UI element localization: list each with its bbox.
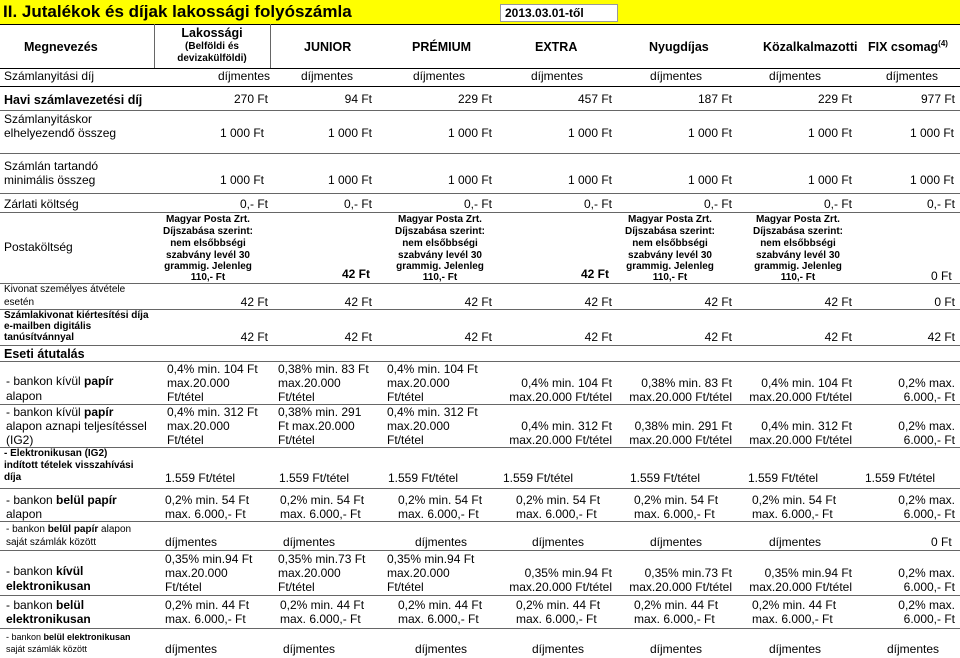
row-divider [0,193,960,194]
cell: díjmentes [283,535,336,549]
cell: 0,- Ft [926,197,955,211]
cell: 1.559 Ft/tétel [630,471,701,485]
cell: Ft max.20.000 [278,419,355,433]
cell: 0,2% min. 44 Ft [165,598,250,612]
cell: 42 Ft [240,295,268,309]
row-divider [0,212,960,213]
row-label-posta: Postaköltség [4,240,73,254]
cell: 1.559 Ft/tétel [165,471,236,485]
row-divider [0,283,960,284]
cell: 1 000 Ft [327,173,372,187]
label-part: - bankon kívül [6,405,85,419]
row-label-kivul-aznapi-1 [6,406,113,419]
cell: Ft/tétel [387,390,424,404]
header-fix-label: FIX csomag [868,40,939,55]
cell: díjmentes [301,69,354,83]
cell: 0,38% min. 291 [278,405,362,419]
cell: 0,38% min. 291 Ft [634,419,732,433]
cell: Ft/tétel [387,580,424,594]
row-label-belul-papir-2: alapon [6,507,43,521]
row-label-belul-elektr-1 [6,599,84,612]
row-label-minimalis-1: Számlán tartandó [4,159,99,173]
cell: 0,35% min.94 Ft [387,552,475,566]
cell: 229 Ft [457,92,492,106]
cell: díjmentes [531,69,584,83]
cell: Ft/tétel [167,390,204,404]
label-part: belül elektronikusan [43,632,131,642]
cell: 110,- Ft [652,272,688,283]
cell: Díjszabása szerint: [394,226,486,237]
cell: 229 Ft [817,92,852,106]
cell: 94 Ft [344,92,372,106]
date-from: 2013.03.01-től [505,6,584,20]
cell: 0 Ft [934,295,955,309]
cell: max.20.000 [167,376,230,390]
cell: 42 Ft [581,267,610,281]
label-part: alapon [98,524,132,535]
cell: 6.000,- Ft [903,390,955,404]
row-divider [0,361,960,362]
header-megnevezes: Megnevezés [24,40,98,54]
cell: max.20.000 Ft/tétel [749,390,852,404]
cell: 42 Ft [824,330,852,344]
cell: Ft/tétel [165,580,202,594]
cell: max.20.000 Ft/tétel [749,580,852,594]
cell: Ft/tétel [387,433,424,447]
cell: 1 000 Ft [567,173,612,187]
row-label-kivonat-2: esetén [4,297,35,308]
cell: 0,2% min. 54 Ft [398,493,483,507]
row-label-belul-elektr-sajat-2: saját számlák között [6,644,88,654]
row-divider [0,153,960,154]
row-divider [0,404,960,405]
cell: 0,35% min.94 Ft [524,566,612,580]
cell: max. 6.000,- Ft [752,507,833,521]
cell: 187 Ft [697,92,732,106]
cell: 0,- Ft [239,197,268,211]
row-label-kivul-papir-1 [6,375,113,388]
row-label-email-3: tanúsítvánnyal [4,332,75,343]
cell: 42 Ft [342,267,371,281]
cell: 0,4% min. 312 Ft [761,419,852,433]
row-label-kivonat-1: Kivonat személyes átvétele [4,284,126,295]
cell: max. 6.000,- Ft [516,507,597,521]
cell: díjmentes [415,642,468,656]
cell: 0,4% min. 104 Ft [521,376,612,390]
cell: max.20.000 Ft/tétel [629,390,732,404]
label-part: - bankon [6,493,57,507]
cell: max.20.000 [165,566,228,580]
cell: szabvány levél 30 [628,250,712,261]
cell: 1.559 Ft/tétel [279,471,350,485]
cell: díjmentes [887,642,940,656]
cell: grammig. Jelenleg [396,261,484,272]
cell: 0,4% min. 104 Ft [167,362,258,376]
cell: Ft/tétel [278,580,315,594]
cell: max. 6.000,- Ft [165,507,246,521]
date-box [500,4,618,22]
cell: 6.000,- Ft [903,433,955,447]
cell: 0,2% max. [898,598,955,612]
label-part: papír [84,405,114,419]
row-divider [0,447,960,448]
row-label-nyitasi: Számlanyitási díj [4,69,95,83]
cell: Ft/tétel [278,390,315,404]
cell: max. 6.000,- Ft [280,612,361,626]
cell: 0,35% min.73 Ft [644,566,732,580]
cell: díjmentes [532,642,585,656]
row-divider [0,86,960,87]
header-fix-csomag [868,40,948,54]
row-label-email-2: e-mailben digitális [4,321,92,332]
cell: 42 Ft [464,295,492,309]
cell: grammig. Jelenleg [754,261,842,272]
row-label-belul-papir-1 [6,494,117,507]
cell: 0,2% min. 54 Ft [634,493,719,507]
header-lakossagi: Lakossági [181,26,243,40]
cell: max.20.000 [278,376,341,390]
cell: 0,35% min.94 Ft [764,566,852,580]
cell: díjmentes [650,535,703,549]
cell: 1 000 Ft [909,126,954,140]
label-part: - bankon kívül [6,374,85,388]
cell: max.20.000 Ft/tétel [509,433,612,447]
row-label-havi: Havi számlavezetési díj [4,93,143,107]
cell: 1 000 Ft [687,173,732,187]
cell: 0,2% min. 54 Ft [280,493,365,507]
header-nyugdijas: Nyugdíjas [649,40,709,54]
header-fix-note: (4) [938,39,948,48]
cell: 0,2% min. 54 Ft [165,493,250,507]
cell: 1 000 Ft [807,126,852,140]
cell: díjmentes [769,69,822,83]
cell: max.20.000 Ft/tétel [629,580,732,594]
cell: max.20.000 Ft/tétel [629,433,732,447]
header-premium: PRÉMIUM [412,40,472,54]
row-label-kivul-aznapi-3: (IG2) [6,433,34,447]
cell: díjmentes [886,69,939,83]
header-lakossagi-sub1: (Belföldi és [185,41,239,52]
cell: díjmentes [218,69,271,83]
cell: max.20.000 [278,566,341,580]
cell: 0,4% min. 312 Ft [167,405,258,419]
cell: 42 Ft [927,330,955,344]
cell: max.20.000 [387,419,450,433]
cell: max. 6.000,- Ft [165,612,246,626]
row-label-minimalis-2: minimális összeg [4,173,96,187]
cell: 110,- Ft [190,272,226,283]
cell: Magyar Posta Zrt. [628,214,712,225]
cell: 0,35% min.73 Ft [278,552,366,566]
cell: max. 6.000,- Ft [280,507,361,521]
cell: Ft/tétel [278,433,315,447]
cell: díjmentes [413,69,466,83]
row-label-kivul-papir-2: alapon [6,389,43,403]
cell: 1.559 Ft/tétel [748,471,819,485]
cell: 0,- Ft [583,197,612,211]
cell: Magyar Posta Zrt. [398,214,482,225]
cell: 1 000 Ft [909,173,954,187]
cell: 0 Ft [931,269,952,283]
cell: 0,2% max. [898,419,955,433]
cell: 0,2% max. [898,376,955,390]
cell: Díjszabása szerint: [624,226,716,237]
cell: nem elsőbbségi [632,238,708,249]
cell: grammig. Jelenleg [626,261,714,272]
cell: 0,2% min. 44 Ft [398,598,483,612]
row-divider [0,521,960,522]
row-label-kivul-elektr-1 [6,565,83,578]
cell: max.20.000 Ft/tétel [749,433,852,447]
row-label-kivul-elektr-2: elektronikusan [6,579,91,593]
cell: max. 6.000,- Ft [398,507,479,521]
cell: max. 6.000,- Ft [752,612,833,626]
cell: 6.000,- Ft [903,580,955,594]
cell: nem elsőbbségi [402,238,478,249]
cell: díjmentes [283,642,336,656]
row-label-kivul-aznapi-2: alapon aznapi teljesítéssel [6,419,147,433]
row-label-ig2-3: díja [4,472,22,483]
cell: díjmentes [532,535,585,549]
cell: 0,- Ft [463,197,492,211]
row-label-belul-sajat-1 [6,524,131,535]
page-title: II. Jutalékok és díjak lakossági folyószámla [3,2,352,21]
cell: 0,2% min. 44 Ft [516,598,601,612]
cell: Magyar Posta Zrt. [166,214,250,225]
cell: 42 Ft [824,295,852,309]
header-kozalkalmazotti: Közalkalmazotti [763,40,858,54]
cell: 0,2% max. [898,566,955,580]
cell: 6.000,- Ft [903,507,955,521]
row-label-elhelyezendo-2: elhelyezendő összeg [4,126,117,140]
cell: max.20.000 [387,376,450,390]
row-divider [0,628,960,629]
cell: 0,38% min. 83 Ft [641,376,732,390]
row-label-email-1: Számlakivonat kiértesítési díja [4,310,149,321]
cell: 1 000 Ft [447,173,492,187]
header-extra: EXTRA [535,40,578,54]
row-label-elhelyezendo-1: Számlanyitáskor [4,112,93,126]
cell: 42 Ft [344,295,372,309]
cell: 0,4% min. 104 Ft [387,362,478,376]
label-part: belül papír [47,524,99,535]
cell: max.20.000 Ft/tétel [509,580,612,594]
cell: 42 Ft [240,330,268,344]
cell: Díjszabása szerint: [162,226,254,237]
cell: max.20.000 Ft/tétel [509,390,612,404]
cell: szabvány levél 30 [166,250,250,261]
cell: nem elsőbbségi [170,238,246,249]
cell: Díjszabása szerint: [752,226,844,237]
cell: 42 Ft [344,330,372,344]
cell: Ft/tétel [167,433,204,447]
cell: 1 000 Ft [219,173,264,187]
row-label-ig2-1: - Elektronikusan (IG2) [4,448,108,459]
cell: max.20.000 [387,566,450,580]
cell: 0,- Ft [703,197,732,211]
cell: 1 000 Ft [219,126,264,140]
label-part: kívül [56,564,84,578]
row-label-belul-elektr-2: elektronikusan [6,612,91,626]
cell: 110,- Ft [780,272,816,283]
row-divider [0,345,960,346]
row-divider [0,550,960,551]
cell: grammig. Jelenleg [164,261,252,272]
row-label-belul-sajat-2: saját számlák között [6,537,97,548]
cell: max. 6.000,- Ft [398,612,479,626]
section-eseti: Eseti átutalás [4,347,85,361]
cell: 0,4% min. 104 Ft [761,376,852,390]
row-label-ig2-2: indított tételek visszahívási [4,460,134,471]
cell: Magyar Posta Zrt. [756,214,840,225]
row-divider [0,595,960,596]
cell: 42 Ft [584,330,612,344]
cell: 42 Ft [704,295,732,309]
row-label-belul-elektr-sajat-1 [6,632,131,642]
cell: 0,2% min. 44 Ft [280,598,365,612]
cell: 1.559 Ft/tétel [503,471,574,485]
header-junior: JUNIOR [304,40,352,54]
cell: szabvány levél 30 [756,250,840,261]
cell: díjmentes [415,535,468,549]
header-lakossagi-sub2: devizakülföldi) [177,53,247,64]
cell: 0,4% min. 312 Ft [387,405,478,419]
cell: 977 Ft [920,92,955,106]
cell: 0,2% min. 54 Ft [752,493,837,507]
row-label-zarlati: Zárlati költség [4,197,79,211]
cell: díjmentes [165,535,218,549]
label-part: - bankon [6,524,48,535]
row-divider [0,488,960,489]
cell: 0,- Ft [823,197,852,211]
cell: 0,38% min. 83 Ft [278,362,369,376]
cell: díjmentes [650,642,703,656]
cell: 0 Ft [931,535,952,549]
cell: 0,4% min. 312 Ft [521,419,612,433]
label-part: - bankon [6,598,57,612]
cell: 457 Ft [577,92,612,106]
cell: díjmentes [769,642,822,656]
cell: 1.559 Ft/tétel [388,471,459,485]
label-part: papír [84,374,114,388]
cell: 1 000 Ft [327,126,372,140]
header-divider [154,24,155,68]
cell: 0,2% min. 44 Ft [752,598,837,612]
cell: 42 Ft [584,295,612,309]
cell: 1.559 Ft/tétel [865,471,936,485]
cell: 1 000 Ft [447,126,492,140]
cell: szabvány levél 30 [398,250,482,261]
cell: max. 6.000,- Ft [634,507,715,521]
label-part: belül papír [56,493,117,507]
cell: díjmentes [165,642,218,656]
cell: max. 6.000,- Ft [516,612,597,626]
cell: 110,- Ft [422,272,458,283]
row-divider [0,110,960,111]
cell: 0,2% min. 44 Ft [634,598,719,612]
cell: 0,2% min. 54 Ft [516,493,601,507]
cell: díjmentes [769,535,822,549]
header-divider [270,24,271,68]
cell: 0,2% max. [898,493,955,507]
cell: 1 000 Ft [807,173,852,187]
cell: nem elsőbbségi [760,238,836,249]
cell: 1 000 Ft [687,126,732,140]
cell: max.20.000 [167,419,230,433]
cell: 42 Ft [704,330,732,344]
cell: 0,35% min.94 Ft [165,552,253,566]
cell: 42 Ft [464,330,492,344]
label-part: belül [56,598,85,612]
cell: 0,- Ft [343,197,372,211]
label-part: - bankon [6,564,57,578]
label-part: - bankon [6,632,44,642]
cell: max. 6.000,- Ft [634,612,715,626]
cell: 6.000,- Ft [903,612,955,626]
cell: díjmentes [650,69,703,83]
cell: 1 000 Ft [567,126,612,140]
cell: 270 Ft [233,92,268,106]
